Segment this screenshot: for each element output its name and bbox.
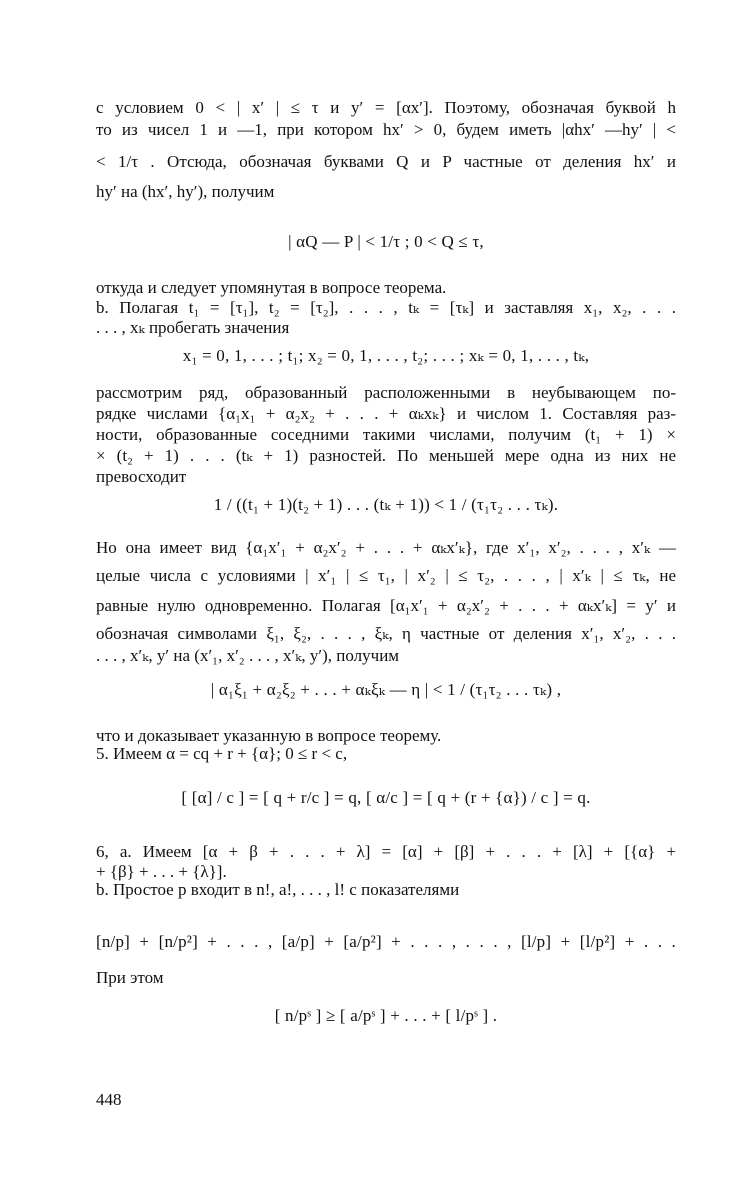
text-line: обозначая символами ξ₁, ξ₂, . . . , ξₖ, η частные от деления x′₁, x′₂, . . . (96, 624, 676, 643)
text-line: hy′ на (hx′, hy′), получим (96, 182, 275, 201)
text-line: с условием 0 < | x′ | ≤ τ и y′ = [αx′]. Поэтому, обозначая буквой h (96, 98, 676, 117)
formula: x₁ = 0, 1, . . . ; t₁; x₂ = 0, 1, . . . , t₂; . . . ; xₖ = 0, 1, . . . , tₖ, (182, 346, 590, 365)
text-line: b. Простое p входит в n!, a!, . . . , l! с показателями (96, 880, 460, 899)
text-line: . . . , x′ₖ, y′ на (x′₁, x′₂ . . . , x′ₖ, y′), получим (96, 646, 400, 665)
text-line: то из чисел 1 и —1, при котором hx′ > 0, будем иметь |αhx′ —hy′ | < (96, 120, 676, 139)
formula: | αQ — P | < 1/τ ; 0 < Q ≤ τ, (288, 232, 484, 251)
text-line: × (t₂ + 1) . . . (tₖ + 1) разностей. По меньшей мере одна из них не (96, 446, 676, 465)
text-line: b. Полагая t₁ = [τ₁], t₂ = [τ₂], . . . , tₖ = [τₖ] и заставляя x₁, x₂, . . . (96, 298, 676, 317)
formula: [n/p] + [n/p²] + . . . , [a/p] + [a/p²] + . . . , . . . , [l/p] + [l/p²] + . . . (96, 932, 676, 951)
formula: 1 / ((t₁ + 1)(t₂ + 1) . . . (tₖ + 1)) < 1 / (τ₁τ₂ . . . τₖ). (213, 495, 559, 514)
text-line: + {β} + . . . + {λ}]. (96, 862, 227, 881)
text-line: 6, a. Имеем [α + β + . . . + λ] = [α] + [β] + . . . + [λ] + [{α} + (96, 842, 676, 861)
text-line: откуда и следует упомянутая в вопросе теорема. (96, 278, 447, 297)
page-number: 448 (96, 1090, 122, 1109)
text-line: рядке числами {α₁x₁ + α₂x₂ + . . . + αₖxₖ} и числом 1. Составляя раз- (96, 404, 676, 423)
text-line: . . . , xₖ пробегать значения (96, 318, 290, 337)
text-line: равные нулю одновременно. Полагая [α₁x′₁ + α₂x′₂ + . . . + αₖx′ₖ] = y′ и (96, 596, 676, 615)
text-line: превосходит (96, 467, 187, 486)
text-line: рассмотрим ряд, образованный расположенными в неубывающем по- (96, 383, 676, 402)
text-line: < 1/τ . Отсюда, обозначая буквами Q и P частные от деления hx′ и (96, 152, 676, 171)
formula: [ [α] / c ] = [ q + r/c ] = q, [ α/c ] = [ q + (r + {α}) / c ] = q. (181, 788, 591, 807)
text-line: При этом (96, 968, 164, 987)
text-line: что и доказывает указанную в вопросе теорему. (96, 726, 442, 745)
text-line: 5. Имеем α = cq + r + {α}; 0 ≤ r < c, (96, 744, 348, 763)
formula: [ n/pˢ ] ≥ [ a/pˢ ] + . . . + [ l/pˢ ] . (274, 1006, 498, 1025)
text-line: целые числа с условиями | x′₁ | ≤ τ₁, | x′₂ | ≤ τ₂, . . . , | x′ₖ | ≤ τₖ, не (96, 566, 676, 585)
text-line: ности, образованные соседними такими числами, получим (t₁ + 1) × (96, 425, 676, 444)
formula: | α₁ξ₁ + α₂ξ₂ + . . . + αₖξₖ — η | < 1 / (τ₁τ₂ . . . τₖ) , (210, 680, 562, 699)
text-line: Но она имеет вид {α₁x′₁ + α₂x′₂ + . . . + αₖx′ₖ}, где x′₁, x′₂, . . . , x′ₖ — (96, 538, 676, 557)
